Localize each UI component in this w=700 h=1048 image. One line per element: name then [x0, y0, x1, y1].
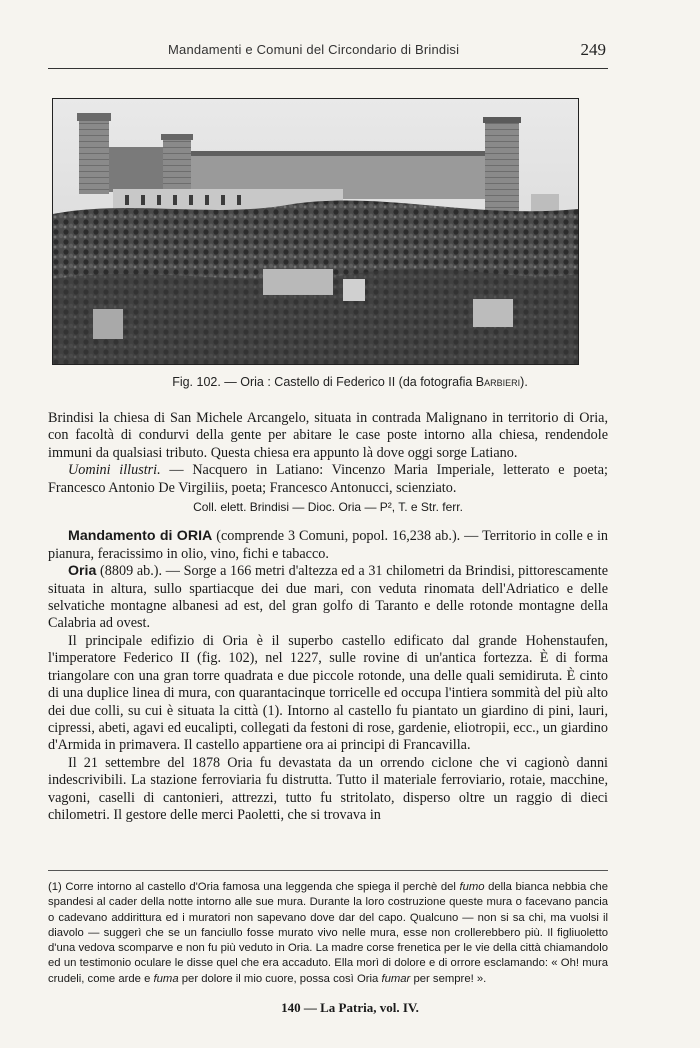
running-header — [48, 38, 608, 69]
caption-end: ). — [520, 375, 528, 389]
paragraph-ciclone: Il 21 settembre del 1878 Oria fu devastata da un orrendo ciclone che vi cagionò danni indescrivibili. La stazione ferroviaria fu distrutta. Tutto il materiale ferroviario, rotaie, macchine, vagoni, caselli di cantonieri, attrezzi, tutto fu stritolato, disperso oltre un raggio di dieci chilometri. Il gestore delle merci Paoletti, che si trovava in — [48, 754, 608, 823]
mandamento-label: Mandamento di ORIA — [68, 528, 213, 545]
paragraph-latiano: Brindisi la chiesa di San Michele Arcangelo, situata in contrada Malignano in territorio di Oria, con facoltà di condurvi della gente per abitare le case poste intorno alla chiesa, rendendole immuni da qualsiasi tributo. Questa chiesa era appunto là dove oggi sorge Latiano. — [48, 410, 608, 461]
footnote-fumo: fumo — [459, 881, 485, 893]
oria-label: Oria — [68, 563, 97, 580]
mandamento-text: (comprende 3 Comuni, popol. 16,238 ab.). — Territorio in colle e in pianura, feracissimo in olio, vino, fichi e tabacco. — [48, 528, 608, 562]
paragraph-mandamento — [48, 528, 608, 563]
footnote-part3: per dolore il mio cuore, possa così Oria — [178, 972, 382, 985]
footnote-part2: della bianca nebbia che spandesi al cader della notte intorno alle sue mura. Durante la loro costruzione queste mura o facevano pancia o cadevano addirittura ed i muratori non sapevano dove dar del capo. Qualcuno — non si sa chi, ma vuolsi il diavolo — suggerì che se un fanciullo fosse murato vivo nelle mura, esse non crollerebbero più. Il figliuoletto d'una vedova scomparve e non fu più veduto in Oria. La madre corse frenetica per le vie della città chiamandolo ed un testimonio oculare le disse quel che era accaduto. Ella morì di dolore e di orrore esclamando: « Oh! mura crudeli, come arde e — [48, 881, 608, 985]
caption-text: Fig. 102. — Oria : Castello di Federico II (da fotografia — [172, 375, 476, 389]
paragraph-uomini-illustri — [48, 462, 608, 497]
oria-text: (8809 ab.). — Sorge a 166 metri d'altezza ed a 31 chilometri da Brindisi, pittorescamente situata in altura, sullo spartiacque dei due mari, con veduta rinomata dell'Adriatico e delle selvatiche montagne albanesi ad est, del gran golfo di Taranto e delle rotonde montagne della Calabria ad ovest. — [48, 563, 608, 632]
paragraph-castello: Il principale edifizio di Oria è il superbo castello edificato dal grande Hohenstaufen, l'imperatore Federico II (fig. 102), nel 1227, sulle rovine di un'antica fortezza. È di forma triangolare con una gran torre quadrata e due piccole rotonde, una delle quali semidiruta. È cinto di una duplice linea di mura, con quarantacinque torricelle ed occupa l'intiera sommità del più alto dei due colli, su cui è situata la città (1). Intorno al castello fu piantato un giardino di pini, lauri, cipressi, abeti, agavi ed eucalipti, collegati da festoni di rose, gardenie, eliotropii, ecc., un giardino d'Armida in primavera. Il castello appartiene ora ai principi di Francavilla. — [48, 632, 608, 754]
footnote-part1: (1) Corre intorno al castello d'Oria famosa una leggenda che spiega il perchè del — [48, 881, 460, 893]
page-number: 249 — [580, 40, 606, 59]
coll-line: Coll. elett. Brindisi — Dioc. Oria — P², T. e Str. ferr. — [193, 500, 463, 515]
paragraph-oria — [48, 563, 608, 633]
main-text — [48, 410, 608, 824]
footnote-part4: per sempre! ». — [410, 972, 487, 985]
footnote-divider — [48, 870, 608, 871]
castle-photograph — [52, 98, 579, 365]
uomini-text: — Nacquero in Latiano: Vincenzo Maria Imperiale, letterato e poeta; Francesco Antonio De Virgiliis, poeta; Francesco Antonucci, scienziato. — [48, 462, 608, 496]
footnote-fumar: fumar — [381, 972, 411, 985]
figure-caption — [0, 375, 700, 389]
page-footer: 140 — La Patria, vol. IV. — [281, 1000, 419, 1015]
footnote — [48, 880, 608, 987]
header-title: Mandamenti e Comuni del Circondario di Brindisi — [168, 42, 460, 57]
caption-credit: Barbieri — [475, 375, 521, 389]
uomini-label: Uomini illustri. — [68, 462, 161, 479]
footnote-fuma: fuma — [153, 972, 179, 985]
